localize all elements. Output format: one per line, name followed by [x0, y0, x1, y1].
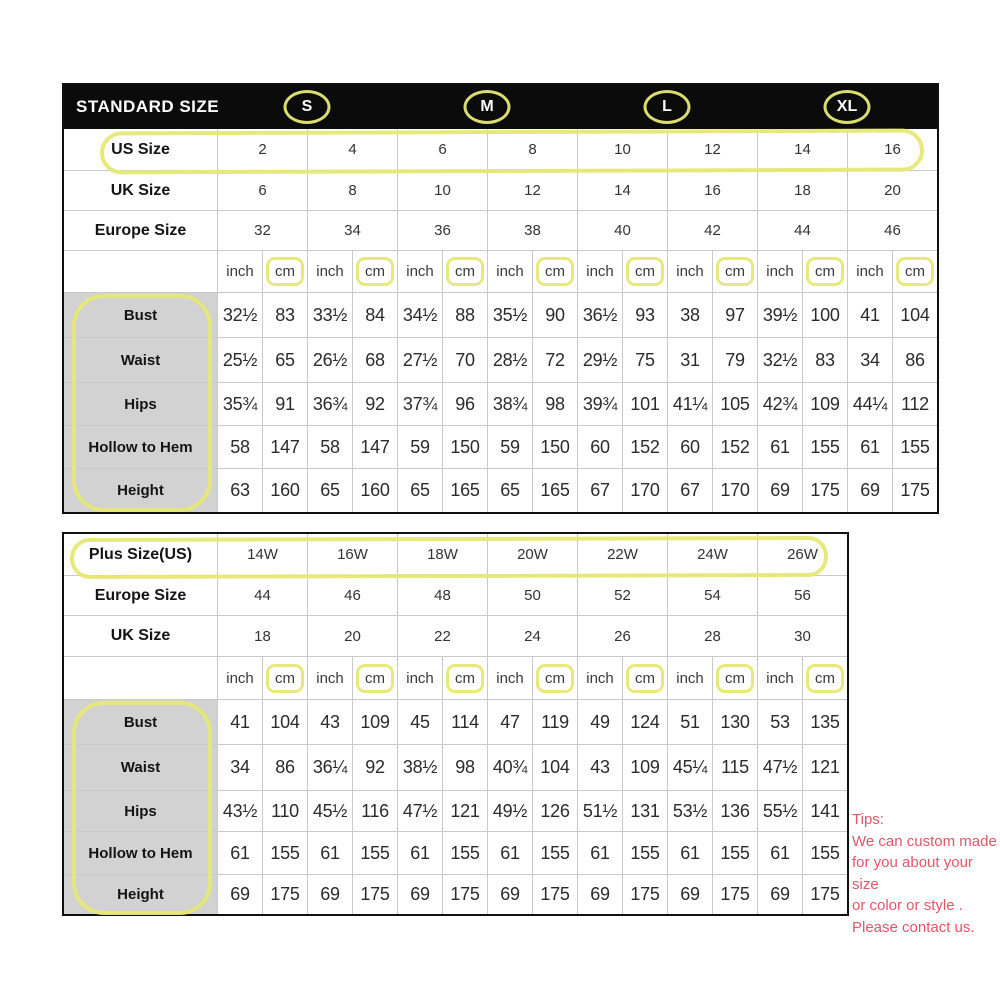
- size-badge-s: S: [284, 90, 331, 124]
- row-label: Europe Size: [64, 211, 217, 250]
- size-value: 4: [307, 129, 397, 170]
- size-value: 18: [757, 171, 847, 210]
- standard-size-title: STANDARD SIZE: [76, 97, 220, 116]
- measure-value: 86: [262, 745, 307, 790]
- unit-inch-label: inch: [307, 657, 352, 699]
- measure-value: 45: [397, 700, 442, 744]
- measure-value: 165: [442, 469, 487, 512]
- cm-highlight-box: cm: [716, 257, 754, 286]
- size-value: 10: [577, 129, 667, 170]
- row-label: Bust: [64, 293, 217, 337]
- measure-value: 65: [307, 469, 352, 512]
- unit-row: [64, 656, 847, 699]
- row-label: UK Size: [64, 171, 217, 210]
- size-value: 10: [397, 171, 487, 210]
- measure-value: 60: [667, 426, 712, 468]
- size-value: 16W: [307, 534, 397, 575]
- size-value: 16: [667, 171, 757, 210]
- size-value: 18W: [397, 534, 487, 575]
- measure-value: 61: [217, 832, 262, 874]
- measure-value: 65: [262, 338, 307, 382]
- measure-value: 59: [397, 426, 442, 468]
- measure-value: 104: [532, 745, 577, 790]
- cm-highlight-box: cm: [356, 257, 394, 286]
- unit-cm-cell: [352, 251, 397, 292]
- unit-row: [64, 250, 937, 292]
- measure-value: 61: [847, 426, 892, 468]
- cm-highlight-box: cm: [446, 257, 484, 286]
- unit-inch-label: inch: [847, 251, 892, 292]
- size-row: [64, 129, 937, 170]
- measure-value: 69: [757, 875, 802, 914]
- unit-cm-cell: [442, 657, 487, 699]
- measure-value: 175: [532, 875, 577, 914]
- measure-value: 45¼: [667, 745, 712, 790]
- size-value: 12: [667, 129, 757, 170]
- measure-value: 92: [352, 383, 397, 425]
- measure-value: 155: [712, 832, 757, 874]
- measure-value: 69: [307, 875, 352, 914]
- measure-value: 49: [577, 700, 622, 744]
- measure-value: 67: [577, 469, 622, 512]
- measure-row: [64, 874, 847, 914]
- measure-value: 69: [217, 875, 262, 914]
- size-row: [64, 170, 937, 210]
- measure-value: 55½: [757, 791, 802, 831]
- measure-value: 70: [442, 338, 487, 382]
- measure-value: 51: [667, 700, 712, 744]
- size-value: 6: [217, 171, 307, 210]
- measure-value: 147: [352, 426, 397, 468]
- measure-value: 105: [712, 383, 757, 425]
- size-value: 30: [757, 616, 847, 656]
- measure-value: 53: [757, 700, 802, 744]
- measure-value: 39¾: [577, 383, 622, 425]
- measure-value: 92: [352, 745, 397, 790]
- size-value: 20: [847, 171, 937, 210]
- measure-value: 155: [262, 832, 307, 874]
- measure-value: 45½: [307, 791, 352, 831]
- measure-value: 26½: [307, 338, 352, 382]
- size-value: 44: [217, 576, 307, 615]
- size-value: 14: [757, 129, 847, 170]
- measure-value: 109: [622, 745, 667, 790]
- cm-highlight-box: cm: [806, 664, 844, 693]
- cm-highlight-box: cm: [266, 257, 304, 286]
- measure-value: 101: [622, 383, 667, 425]
- measure-value: 43: [307, 700, 352, 744]
- measure-value: 43: [577, 745, 622, 790]
- size-value: 8: [307, 171, 397, 210]
- unit-cm-cell: [442, 251, 487, 292]
- row-label: Hips: [64, 791, 217, 831]
- measure-value: 124: [622, 700, 667, 744]
- measure-value: 86: [892, 338, 937, 382]
- size-value: 36: [397, 211, 487, 250]
- measure-value: 155: [622, 832, 667, 874]
- unit-inch-label: inch: [577, 251, 622, 292]
- measure-value: 175: [802, 875, 847, 914]
- unit-inch-label: inch: [397, 251, 442, 292]
- measure-value: 75: [622, 338, 667, 382]
- measure-value: 69: [577, 875, 622, 914]
- measure-value: 34½: [397, 293, 442, 337]
- measure-value: 65: [487, 469, 532, 512]
- row-label: Height: [64, 875, 217, 914]
- measure-value: 65: [397, 469, 442, 512]
- size-value: 24: [487, 616, 577, 656]
- measure-value: 112: [892, 383, 937, 425]
- measure-value: 61: [667, 832, 712, 874]
- empty-cell: [64, 251, 217, 292]
- measure-row: [64, 790, 847, 831]
- measure-value: 25½: [217, 338, 262, 382]
- custom-size-tips: [852, 809, 997, 938]
- size-value: 28: [667, 616, 757, 656]
- measure-row: [64, 337, 937, 382]
- measure-value: 67: [667, 469, 712, 512]
- measure-value: 170: [712, 469, 757, 512]
- size-badge-m: M: [464, 90, 511, 124]
- measure-value: 61: [397, 832, 442, 874]
- measure-value: 61: [757, 426, 802, 468]
- measure-row: [64, 699, 847, 744]
- unit-inch-label: inch: [667, 251, 712, 292]
- size-row: [64, 210, 937, 250]
- measure-value: 175: [622, 875, 667, 914]
- tips-line: or color or style .: [852, 897, 963, 914]
- measure-value: 152: [712, 426, 757, 468]
- measure-value: 41¼: [667, 383, 712, 425]
- measure-value: 84: [352, 293, 397, 337]
- measure-value: 47½: [757, 745, 802, 790]
- measure-value: 36¼: [307, 745, 352, 790]
- measure-value: 61: [577, 832, 622, 874]
- measure-value: 36½: [577, 293, 622, 337]
- measure-value: 32½: [217, 293, 262, 337]
- measure-value: 170: [622, 469, 667, 512]
- empty-cell: [64, 657, 217, 699]
- measure-value: 68: [352, 338, 397, 382]
- unit-inch-label: inch: [217, 251, 262, 292]
- tips-line: We can custom made: [852, 832, 997, 850]
- size-value: 20: [307, 616, 397, 656]
- plus-size-table: [62, 532, 849, 916]
- measure-value: 93: [622, 293, 667, 337]
- measure-value: 37¾: [397, 383, 442, 425]
- tips-lines: [852, 831, 997, 939]
- size-value: 18: [217, 616, 307, 656]
- measure-value: 114: [442, 700, 487, 744]
- measure-value: 34: [847, 338, 892, 382]
- measure-value: 28½: [487, 338, 532, 382]
- standard-size-table: [62, 83, 939, 514]
- measure-row: [64, 831, 847, 874]
- unit-cm-cell: [532, 251, 577, 292]
- measure-value: 109: [802, 383, 847, 425]
- size-value: 14W: [217, 534, 307, 575]
- measure-value: 155: [802, 426, 847, 468]
- measure-value: 38¾: [487, 383, 532, 425]
- size-value: 12: [487, 171, 577, 210]
- row-label: Hollow to Hem: [64, 832, 217, 874]
- unit-cm-cell: [352, 657, 397, 699]
- cm-highlight-box: cm: [536, 257, 574, 286]
- size-value: 20W: [487, 534, 577, 575]
- measure-value: 104: [262, 700, 307, 744]
- cm-highlight-box: cm: [806, 257, 844, 286]
- tips-line: Please contact us.: [852, 918, 975, 936]
- row-label: Waist: [64, 745, 217, 790]
- measure-value: 175: [262, 875, 307, 914]
- measure-value: 83: [262, 293, 307, 337]
- measure-value: 69: [487, 875, 532, 914]
- measure-row: [64, 425, 937, 468]
- unit-inch-label: inch: [757, 657, 802, 699]
- unit-cm-cell: [622, 657, 667, 699]
- size-value: 2: [217, 129, 307, 170]
- unit-inch-label: inch: [487, 251, 532, 292]
- measure-value: 61: [757, 832, 802, 874]
- measure-value: 49½: [487, 791, 532, 831]
- measure-value: 116: [352, 791, 397, 831]
- measure-value: 47: [487, 700, 532, 744]
- measure-value: 175: [442, 875, 487, 914]
- size-value: 56: [757, 576, 847, 615]
- cm-highlight-box: cm: [626, 257, 664, 286]
- measure-value: 135: [802, 700, 847, 744]
- unit-inch-label: inch: [757, 251, 802, 292]
- unit-inch-label: inch: [397, 657, 442, 699]
- measure-value: 152: [622, 426, 667, 468]
- measure-value: 58: [307, 426, 352, 468]
- row-label: Hollow to Hem: [64, 426, 217, 468]
- measure-value: 175: [712, 875, 757, 914]
- measure-value: 31: [667, 338, 712, 382]
- size-value: 42: [667, 211, 757, 250]
- measure-value: 175: [802, 469, 847, 512]
- measure-value: 147: [262, 426, 307, 468]
- measure-value: 47½: [397, 791, 442, 831]
- unit-cm-cell: [262, 657, 307, 699]
- size-row: [64, 615, 847, 656]
- measure-value: 98: [532, 383, 577, 425]
- measure-value: 35½: [487, 293, 532, 337]
- size-value: 22: [397, 616, 487, 656]
- measure-value: 110: [262, 791, 307, 831]
- unit-cm-cell: [802, 251, 847, 292]
- measure-value: 175: [352, 875, 397, 914]
- size-value: 48: [397, 576, 487, 615]
- unit-cm-cell: [892, 251, 937, 292]
- row-label: Height: [64, 469, 217, 512]
- measure-value: 160: [262, 469, 307, 512]
- measure-value: 121: [802, 745, 847, 790]
- measure-value: 175: [892, 469, 937, 512]
- measure-value: 29½: [577, 338, 622, 382]
- unit-cm-cell: [622, 251, 667, 292]
- cm-highlight-box: cm: [626, 664, 664, 693]
- size-value: 6: [397, 129, 487, 170]
- measure-row: [64, 382, 937, 425]
- size-value: 24W: [667, 534, 757, 575]
- size-value: 14: [577, 171, 667, 210]
- measure-value: 141: [802, 791, 847, 831]
- unit-inch-label: inch: [487, 657, 532, 699]
- size-value: 8: [487, 129, 577, 170]
- measure-value: 104: [892, 293, 937, 337]
- measure-value: 130: [712, 700, 757, 744]
- measure-value: 63: [217, 469, 262, 512]
- measure-value: 36¾: [307, 383, 352, 425]
- unit-cm-cell: [532, 657, 577, 699]
- size-value: 26W: [757, 534, 847, 575]
- cm-highlight-box: cm: [896, 257, 934, 286]
- tips-heading: Tips:: [852, 811, 884, 828]
- measure-value: 109: [352, 700, 397, 744]
- measure-value: 131: [622, 791, 667, 831]
- size-value: 54: [667, 576, 757, 615]
- size-value: 26: [577, 616, 667, 656]
- measure-value: 51½: [577, 791, 622, 831]
- measure-value: 53½: [667, 791, 712, 831]
- size-value: 16: [847, 129, 937, 170]
- cm-highlight-box: cm: [446, 664, 484, 693]
- size-value: 22W: [577, 534, 667, 575]
- row-label: US Size: [64, 129, 217, 170]
- measure-value: 136: [712, 791, 757, 831]
- size-value: 40: [577, 211, 667, 250]
- measure-value: 119: [532, 700, 577, 744]
- measure-value: 155: [532, 832, 577, 874]
- measure-value: 115: [712, 745, 757, 790]
- measure-value: 90: [532, 293, 577, 337]
- measure-value: 121: [442, 791, 487, 831]
- unit-cm-cell: [712, 251, 757, 292]
- measure-value: 61: [307, 832, 352, 874]
- measure-value: 34: [217, 745, 262, 790]
- row-label: UK Size: [64, 616, 217, 656]
- measure-value: 100: [802, 293, 847, 337]
- measure-value: 165: [532, 469, 577, 512]
- size-value: 52: [577, 576, 667, 615]
- measure-value: 155: [802, 832, 847, 874]
- measure-value: 69: [757, 469, 802, 512]
- measure-row: [64, 744, 847, 790]
- measure-value: 35¾: [217, 383, 262, 425]
- size-value: 38: [487, 211, 577, 250]
- measure-value: 39½: [757, 293, 802, 337]
- unit-inch-label: inch: [577, 657, 622, 699]
- measure-value: 40¾: [487, 745, 532, 790]
- measure-value: 69: [847, 469, 892, 512]
- size-value: 32: [217, 211, 307, 250]
- measure-value: 150: [442, 426, 487, 468]
- unit-cm-cell: [712, 657, 757, 699]
- measure-value: 91: [262, 383, 307, 425]
- size-row: [64, 575, 847, 615]
- size-value: 50: [487, 576, 577, 615]
- unit-cm-cell: [262, 251, 307, 292]
- unit-inch-label: inch: [667, 657, 712, 699]
- measure-row: [64, 468, 937, 512]
- unit-inch-label: inch: [217, 657, 262, 699]
- measure-value: 27½: [397, 338, 442, 382]
- measure-value: 41: [847, 293, 892, 337]
- measure-value: 69: [667, 875, 712, 914]
- row-label: Bust: [64, 700, 217, 744]
- measure-row: [64, 292, 937, 337]
- unit-cm-cell: [802, 657, 847, 699]
- measure-value: 38½: [397, 745, 442, 790]
- measure-value: 79: [712, 338, 757, 382]
- measure-value: 97: [712, 293, 757, 337]
- measure-value: 88: [442, 293, 487, 337]
- cm-highlight-box: cm: [536, 664, 574, 693]
- measure-value: 60: [577, 426, 622, 468]
- measure-value: 41: [217, 700, 262, 744]
- size-badge-l: L: [644, 90, 691, 124]
- measure-value: 59: [487, 426, 532, 468]
- measure-value: 83: [802, 338, 847, 382]
- measure-value: 98: [442, 745, 487, 790]
- size-badge-xl: XL: [824, 90, 871, 124]
- measure-value: 33½: [307, 293, 352, 337]
- measure-value: 58: [217, 426, 262, 468]
- measure-value: 150: [532, 426, 577, 468]
- measure-value: 160: [352, 469, 397, 512]
- measure-value: 72: [532, 338, 577, 382]
- size-value: 34: [307, 211, 397, 250]
- measure-value: 155: [892, 426, 937, 468]
- measure-value: 44¼: [847, 383, 892, 425]
- standard-size-header: [64, 85, 937, 129]
- row-label: Europe Size: [64, 576, 217, 615]
- measure-value: 43½: [217, 791, 262, 831]
- measure-value: 155: [442, 832, 487, 874]
- size-value: 46: [847, 211, 937, 250]
- cm-highlight-box: cm: [716, 664, 754, 693]
- measure-value: 126: [532, 791, 577, 831]
- row-label: Plus Size(US): [64, 534, 217, 575]
- measure-value: 32½: [757, 338, 802, 382]
- measure-value: 38: [667, 293, 712, 337]
- unit-inch-label: inch: [307, 251, 352, 292]
- size-value: 46: [307, 576, 397, 615]
- measure-value: 42¾: [757, 383, 802, 425]
- measure-value: 96: [442, 383, 487, 425]
- measure-value: 155: [352, 832, 397, 874]
- row-label: Waist: [64, 338, 217, 382]
- cm-highlight-box: cm: [266, 664, 304, 693]
- measure-value: 61: [487, 832, 532, 874]
- size-value: 44: [757, 211, 847, 250]
- measure-value: 69: [397, 875, 442, 914]
- size-row: [64, 534, 847, 575]
- tips-line: for you about your size: [852, 854, 973, 893]
- cm-highlight-box: cm: [356, 664, 394, 693]
- row-label: Hips: [64, 383, 217, 425]
